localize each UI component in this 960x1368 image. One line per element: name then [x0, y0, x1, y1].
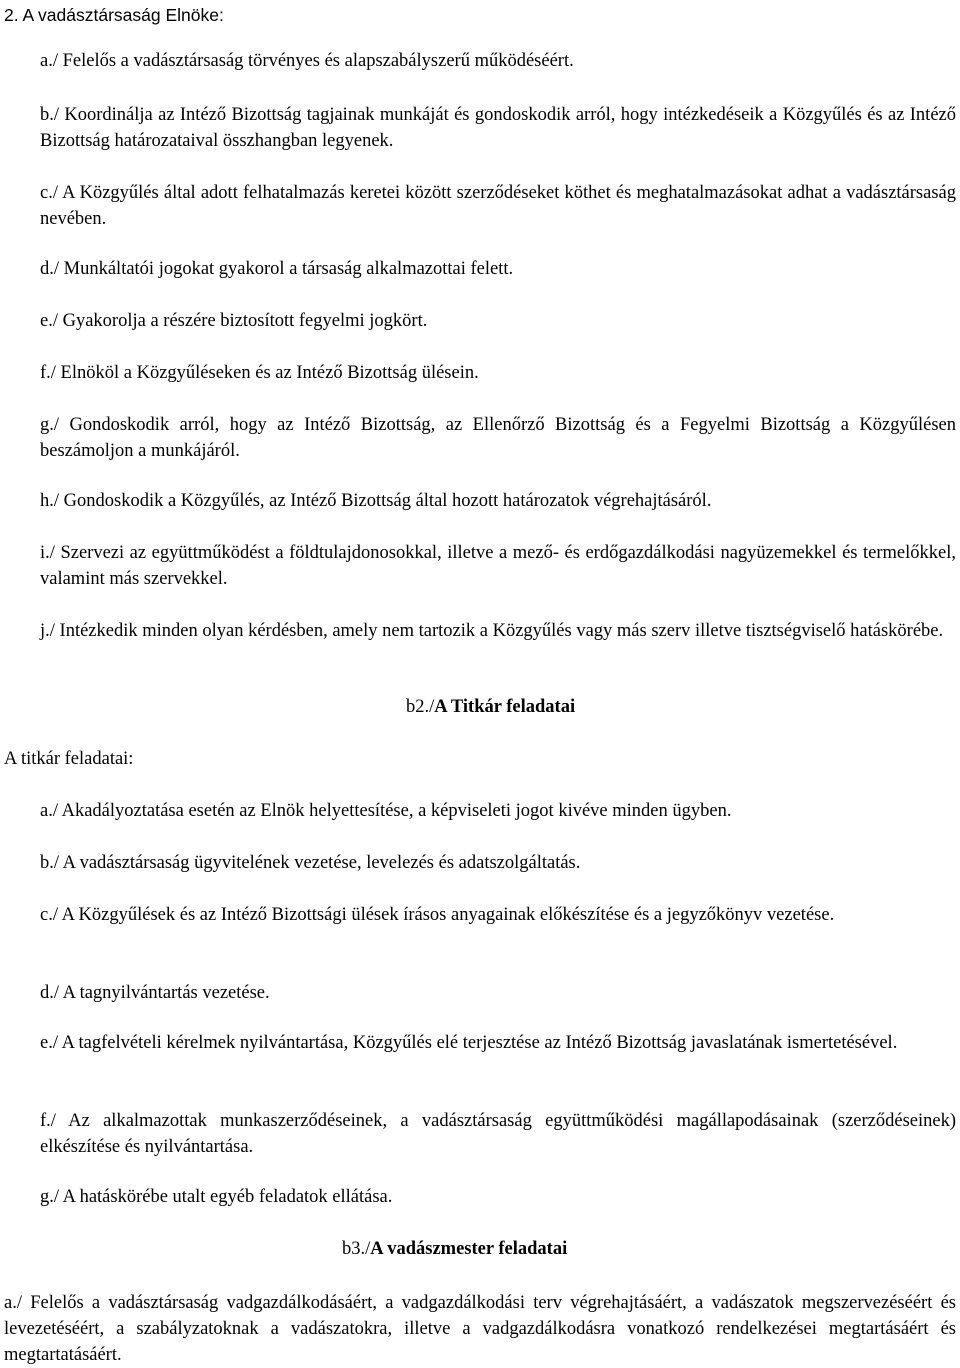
elnok-item-f: f./ Elnököl a Közgyűléseken és az Intéző Bizottság ülésein. [40, 363, 479, 383]
elnok-item-g: g./ Gondoskodik arról, hogy az Intéző Bizottság, az Ellenőrző Bizottság és a Fegyelmi Bizottság a Közgyűlésen beszámoljon a munkájáról. [40, 415, 956, 461]
elnok-item-a: a./ Felelős a vadásztársaság törvényes és alapszabályszerű működéséért. [40, 51, 574, 71]
section-heading-elnok: 2. A vadásztársaság Elnöke: [4, 5, 224, 25]
section-prefix: b2./ [406, 697, 435, 717]
titkar-item-g: g./ A hatáskörébe utalt egyéb feladatok ellátása. [40, 1187, 393, 1207]
elnok-item-e: e./ Gyakorolja a részére biztosított fegyelmi jogkört. [40, 311, 428, 331]
elnok-item-b: b./ Koordinálja az Intéző Bizottság tagjainak munkáját és gondoskodik arról, hogy intézkedéseik a Közgyűlés és az Intéző Bizottság határozataival összhangban legyenek. [40, 105, 956, 151]
elnok-item-d: d./ Munkáltatói jogokat gyakorol a társaság alkalmazottai felett. [40, 259, 514, 279]
section-heading-vadaszmester [342, 1236, 567, 1262]
titkar-item-c: c./ A Közgyűlések és az Intéző Bizottsági ülések írásos anyagainak előkészítése és a jegyzőkönyv vezetése. [40, 905, 835, 925]
section-title: A Titkár feladatai [434, 697, 576, 717]
elnok-item-i: i./ Szervezi az együttműködést a földtulajdonosokkal, illetve a mező- és erdőgazdálkodási nagyüzemekkel és termelőkkel, valamint más szervekkel. [40, 543, 956, 589]
titkar-item-d: d./ A tagnyilvántartás vezetése. [40, 983, 270, 1003]
titkar-item-b: b./ A vadásztársaság ügyvitelének vezetése, levelezés és adatszolgáltatás. [40, 853, 581, 873]
section-heading-titkar [406, 694, 575, 720]
titkar-item-a: a./ Akadályoztatása esetén az Elnök helyettesítése, a képviseleti jogot kivéve minden ügyben. [40, 801, 732, 821]
section-prefix: b3./ [342, 1239, 371, 1259]
titkar-item-e: e./ A tagfelvételi kérelmek nyilvántartása, Közgyűlés elé terjesztése az Intéző Bizottság javaslatának ismertetésével. [40, 1033, 898, 1053]
vadaszmester-item-a: a./ Felelős a vadásztársaság vadgazdálkodásáért, a vadgazdálkodási terv végrehajtásáért, a vadászatok megszervezéséért és levezetéséért, a szabályzatoknak a vadászatokra, illetve a vadgazdálkodásra vonatkozó rendelkezései megtartásáért és megtartatásáért. [4, 1293, 956, 1365]
titkar-side-label: A titkár feladatai: [4, 749, 134, 769]
elnok-item-h: h./ Gondoskodik a Közgyűlés, az Intéző Bizottság által hozott határozatok végrehajtásáról. [40, 491, 712, 511]
elnok-item-j: j./ Intézkedik minden olyan kérdésben, amely nem tartozik a Közgyűlés vagy más szerv illetve tisztségviselő hatáskörébe. [40, 621, 944, 641]
titkar-item-f: f./ Az alkalmazottak munkaszerződéseinek, a vadásztársaság együttműködési magállapodásainak (szerződéseinek) elkészítése és nyilvántartása. [40, 1111, 956, 1157]
section-title: A vadászmester feladatai [370, 1239, 568, 1259]
elnok-item-c: c./ A Közgyűlés által adott felhatalmazás keretei között szerződéseket köthet és meghatalmazásokat adhat a vadásztársaság nevében. [40, 183, 956, 229]
